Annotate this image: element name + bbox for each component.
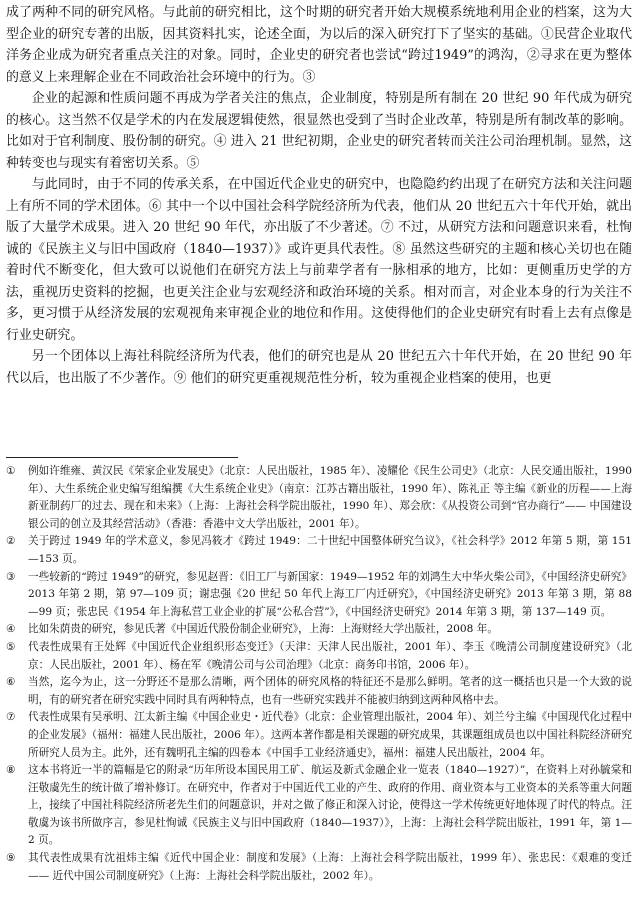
footnote-text: 比如朱荫贵的研究，参见氏著《中国近代股份制企业研究》，上海：上海财经大学出版社，2008 年。: [28, 623, 498, 636]
footnotes: [6, 463, 632, 885]
footnote-8: [6, 762, 632, 850]
footnote-text: 一些较新的“跨过 1949”的研究，参见赵晋：《旧工厂与新国家：1949—1952 年的刘鸿生大中华火柴公司》，《中国经济史研究》2013 年第 2 期，第 97—109 页；谢忠强《20 世纪 50 年代上海工厂内迁研究》，《中国经济史研究》2013 年第 3 期，第 88—99 页；张忠民《1954 年上海私营工业企业的扩展“公私合营”》，《中国经济史研究》2014 年第 3 期，第 137—149 页。: [28, 570, 632, 618]
footnote-number: ⑨: [6, 852, 16, 865]
footnote-text: 这本书将近一半的篇幅是它的附录“历年所设本国民用工矿、航运及新式金融企业一览表（1840—1927）”，在资料上对孙毓棠和汪敬虞先生的统计做了增补修订。在研究中，作者对于中国近代工业的产生、政府的作用、商业资本与工业资本的关系等重大问题上，接续了中国社科院经济所老先生们的问题意识，并对之做了修正和深入讨论，使得这一学术传统更好地体现了时代的特点。汪敬虞为该书所做序言，参见杜恂诚《民族主义与旧中国政府（1840—1937）》，上海：上海社会科学院出版社，1991 年，第 1—2 页。: [28, 764, 632, 847]
footnote-number: ③: [6, 570, 16, 583]
footnote-1: [6, 463, 632, 533]
footnote-text: 代表性成果有吴承明、江太新主编《中国企业史・近代卷》（北京：企业管理出版社，2004 年）、刘兰兮主编《中国现代化过程中的企业发展》（福州：福建人民出版社，2006 年）。这两本著作都是相关课题的研究成果，其课题组成员也以中国社科院经济研究所研究人员为主。此外，还有魏明孔主编的四卷本《中国手工业经济通史》，福州：福建人民出版社，2004 年。: [28, 711, 632, 759]
footnote-text: 关于跨过 1949 年的学术意义，参见冯筱才《跨过 1949：二十世纪中国整体研究刍议》，《社会科学》2012 年第 5 期，第 151—153 页。: [28, 535, 632, 565]
footnote-5: [6, 639, 632, 674]
footnote-divider: [6, 457, 238, 458]
footnote-text: 当然，迄今为止，这一分野还不是那么清晰，两个团体的研究风格的特征还不是那么鲜明。笔者的这一概括也只是一个大致的说明，有的研究者在研究实践中同时具有两种特点，也有一些研究实践并不能被归纳到这两种风格中去。: [28, 676, 632, 706]
footnote-text: 代表性成果有王处辉《中国近代企业组织形态变迁》（天津：天津人民出版社，2001 年）、李玉《晚清公司制度建设研究》（北京：人民出版社，2001 年）、杨在军《晚清公司与公司治理》（北京：商务印书馆，2006 年）。: [28, 640, 632, 671]
footnote-7: [6, 709, 632, 762]
footnote-number: ①: [6, 465, 16, 477]
paragraph-4: 另一个团体以上海社科院经济所为代表，他们的研究也是从 20 世纪五六十年代开始，在 20 世纪 90 年代以后，也出版了不少著作。⑨ 他们的研究更重视规范性分析，较为重视企业档案的使用，也更: [6, 349, 632, 386]
footnote-9: [6, 850, 632, 885]
footnote-number: ⑦: [6, 711, 16, 724]
footnote-4: [6, 621, 632, 639]
main-text: [6, 2, 632, 389]
footnote-number: ②: [6, 535, 16, 548]
footnote-6: [6, 674, 632, 709]
footnote-2: [6, 533, 632, 568]
paragraph-3: 与此同时，由于不同的传承关系，在中国近代企业史的研究中，也隐隐约约出现了在研究方法和关注问题上有所不同的学术团体。⑥ 其中一个以中国社会科学院经济所为代表，他们从 20 世纪五六十年代开始，就出版了大量学术成果。进入 20 世纪 90 年代，亦出版了不少著述。⑦ 不过，从研究方法和问题意识来看，杜恂诚的《民族主义与旧中国政府（1840—1937）》或许更具代表性。⑧ 虽然这些研究的主题和核心关切也在随着时代不断变化，但大致可以说他们在研究方法上与前辈学者有一脉相承的地方，比如：更侧重历史学的方法，重视历史资料的挖掘，也更关注企业与宏观经济和政治环境的关系。相对而言，对企业本身的行为关注不多，更习惯于从经济发展的宏观视角来审视企业的地位和作用。这使得他们的企业史研究有时看上去有点像是行业史研究。: [6, 177, 632, 343]
footnote-text: 例如许维雍、黄汉民《荣家企业发展史》（北京：人民出版社，1985 年）、凌耀伦《民生公司史》（北京：人民交通出版社，1990 年）、大生系统企业史编写组编撰《大生系统企业史》（南京：江苏古籍出版社，1990 年）、陈礼正 等主编《新业的历程——上海新亚制药厂的过去、现在和未来》（上海：上海社会科学院出版社，1990 年）、郑会欣：《从投资公司到“官办商行”—— 中国建设银公司的创立及其经营活动》（香港：香港中文大学出版社，2001 年）。: [28, 465, 632, 530]
footnote-3: [6, 569, 632, 622]
paragraph-1: 成了两种不同的研究风格。与此前的研究相比，这个时期的研究者开始大规模系统地利用企业的档案，这为大型企业的研究专著的出版，因其资料扎实，论述全面，为以后的深入研究打下了坚实的基础。①民营企业取代洋务企业成为研究者重点关注的对象。同时，企业史的研究者也尝试“跨过1949”的鸿沟，②寻求在更为整体的意义上来理解企业在不同政治社会环境中的行为。③: [6, 5, 632, 85]
footnote-number: ⑧: [6, 764, 16, 777]
footnote-text: 其代表性成果有沈祖炜主编《近代中国企业：制度和发展》（上海：上海社会科学院出版社，1999 年）、张忠民：《艰难的变迁—— 近代中国公司制度研究》（上海：上海社会科学院出版社，2002 年）。: [28, 852, 632, 882]
paragraph-2: 企业的起源和性质问题不再成为学者关注的焦点，企业制度，特别是所有制在 20 世纪 90 年代成为研究的核心。这当然不仅是学术的内在发展逻辑使然，很显然也受到了当时企业改革，特别是所有制改革的影响。比如对于官利制度、股份制的研究。④ 进入 21 世纪初期，企业史的研究者转而关注公司治理机制。显然，这种转变也与现实有着密切关系。⑤: [6, 91, 632, 171]
footnote-number: ⑥: [6, 676, 16, 689]
footnote-number: ④: [6, 623, 16, 636]
footnote-number: ⑤: [6, 640, 16, 653]
